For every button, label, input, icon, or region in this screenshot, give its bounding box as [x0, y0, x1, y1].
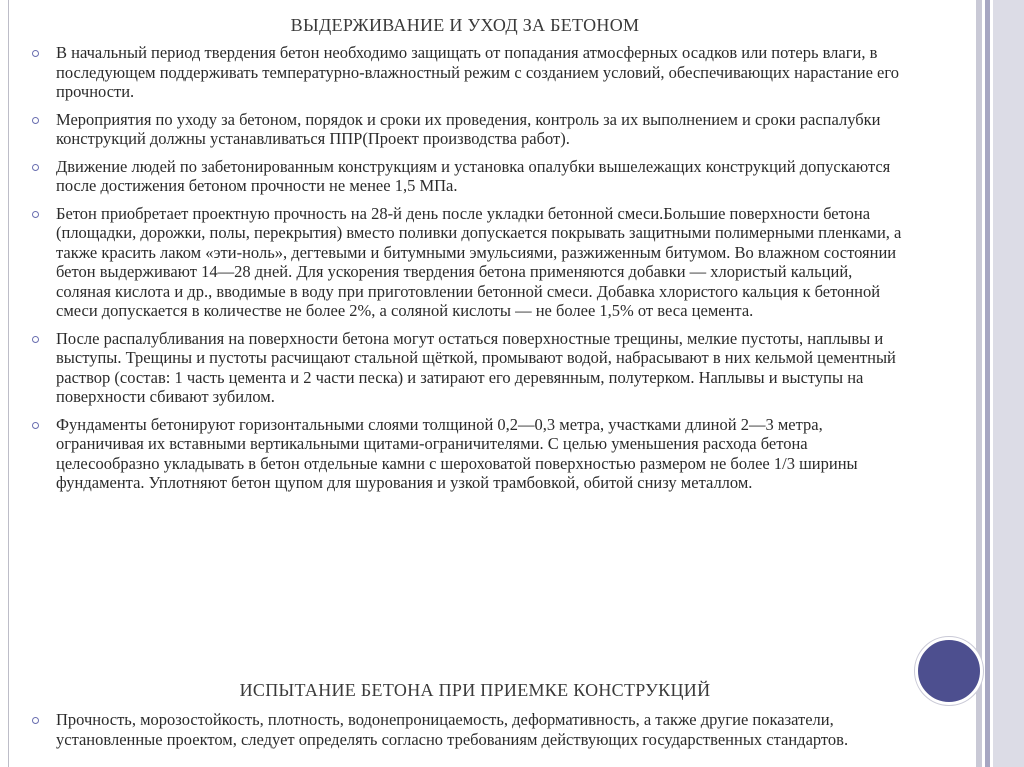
bullet-text: Движение людей по забетонированным конструкциям и установка опалубки вышележащих конструкций допускаются после достижения бетоном прочности не менее 1,5 МПа. [56, 156, 891, 195]
bullet-icon [32, 50, 39, 57]
bullet-list-testing [28, 710, 908, 757]
list-item [28, 329, 908, 407]
bullet-icon [32, 117, 39, 124]
list-item [28, 157, 908, 196]
bullet-icon [32, 717, 39, 724]
list-item [28, 43, 908, 102]
bullet-icon [32, 422, 39, 429]
decorative-side-bars [976, 0, 1024, 767]
side-bar-2 [985, 0, 990, 767]
bullet-text: Бетон приобретает проектную прочность на 28-й день после укладки бетонной смеси.Большие поверхности бетона (площадки, дорожки, полы, перекрытия) вместо поливки допускается покрывать защитными полимерными пленками, а также красить лаком «эти-ноль», дегтевыми и битумными эмульсиями, разжиженным битумом. Во влажном состоянии бетон выдерживают 14—28 дней. Для ускорения твердения бетона применяются добавки — хлористый кальций, соляная кислота и др., вводимые в воду при приготовлении бетонной смеси. Добавка хлористого кальция к бетонной смеси допускается в количестве не более 2%, а соляной кислоты — не более 1,5% от веса цемента. [56, 203, 902, 320]
bullet-icon [32, 211, 39, 218]
bullet-text: После распалубливания на поверхности бетона могут остаться поверхностные трещины, мелкие пустоты, наплывы и выступы. Трещины и пустоты расчищают стальной щёткой, промывают водой, набрасывают в них кельмой цементный раствор (состав: 1 часть цемента и 2 части песка) и затирают его деревянным, полутерком. Наплывы и выступы на поверхности сбивают зубилом. [56, 328, 896, 406]
bullet-text: Мероприятия по уходу за бетоном, порядок и сроки их проведения, контроль за их выполнением и сроки распалубки конструкций должны устанавливаться ППР(Проект производства работ). [56, 109, 881, 148]
bullet-text: В начальный период твердения бетон необходимо защищать от попадания атмосферных осадков или потерь влаги, в последующем поддерживать температурно-влажностный режим с созданием условий, обеспечивающих нарастание его прочности. [56, 43, 899, 101]
side-bar-3 [993, 0, 1024, 767]
section-title: ИСПЫТАНИЕ БЕТОНА ПРИ ПРИЕМКЕ КОНСТРУКЦИЙ [239, 680, 711, 700]
bullet-icon [32, 164, 39, 171]
slide-title: ВЫДЕРЖИВАНИЕ И УХОД ЗА БЕТОНОМ [290, 15, 640, 35]
list-item [28, 110, 908, 149]
list-item [28, 710, 908, 749]
list-item [28, 204, 908, 321]
bullet-icon [32, 336, 39, 343]
bullet-text: Фундаменты бетонируют горизонтальными слоями толщиной 0,2—0,3 метра, участками длиной 2—3 метра, ограничивая их вставными вертикальными щитами-ограничителями. С целью уменьшения расхода бетона целесообразно укладывать в бетон отдельные камни с шероховатой поверхностью размером не более 1/3 ширины фундамента. Уплотняют бетон щупом для шурования и узкой трамбовкой, обитой снизу металлом. [56, 414, 858, 492]
list-item [28, 415, 908, 493]
bullet-text: Прочность, морозостойкость, плотность, водонепроницаемость, деформативность, а также другие показатели, установленные проектом, следует определять согласно требованиям действующих государственных стандартов. [56, 710, 849, 749]
bullet-list-care [28, 43, 908, 501]
